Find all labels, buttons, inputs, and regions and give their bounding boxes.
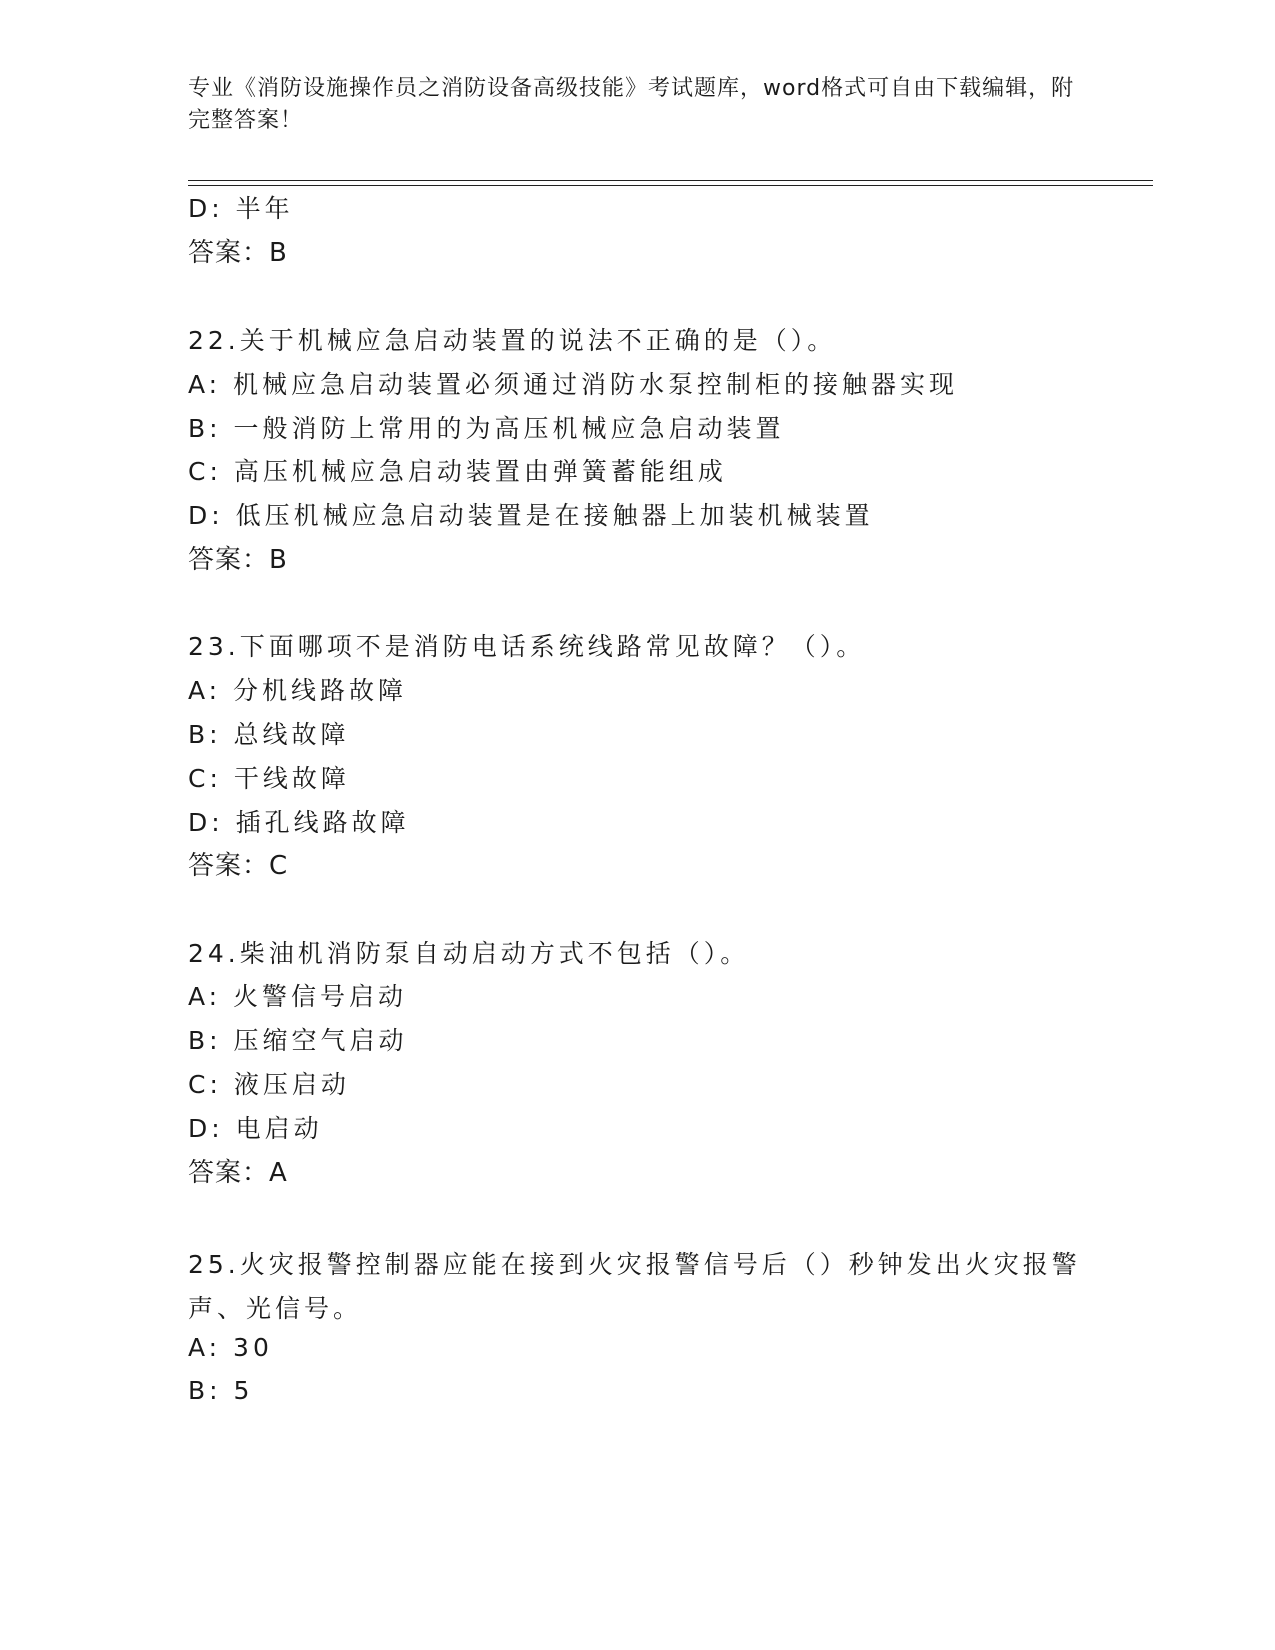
question-22-option-d: D: 低压机械应急启动装置是在接触器上加装机械装置 (188, 501, 874, 530)
question-25-stem: 25.火灾报警控制器应能在接到火灾报警信号后（）秒钟发出火灾报警声、光信号。 (188, 1250, 1081, 1323)
question-25-option-a: A: 30 (188, 1333, 273, 1362)
question-23-option-c: C: 干线故障 (188, 764, 350, 793)
question-24-option-c: C: 液压启动 (188, 1070, 350, 1099)
question-23-answer: 答案：C (188, 851, 289, 881)
question-23-option-a: A: 分机线路故障 (188, 676, 408, 705)
question-25-option-b: B: 5 (188, 1376, 254, 1405)
question-23-stem: 23.下面哪项不是消防电话系统线路常见故障？（）。 (188, 632, 866, 661)
question-22-option-b: B: 一般消防上常用的为高压机械应急启动装置 (188, 414, 785, 443)
question-24-option-d: D: 电启动 (188, 1114, 323, 1143)
document-header: 专业《消防设施操作员之消防设备高级技能》考试题库，word格式可自由下载编辑，附完整答案！ (188, 76, 1075, 133)
question-24-stem: 24.柴油机消防泵自动启动方式不包括（）。 (188, 939, 750, 968)
question-22-option-c: C: 高压机械应急启动装置由弹簧蓄能组成 (188, 457, 727, 486)
question-22-answer: 答案：B (188, 545, 288, 575)
question-24-answer: 答案：A (188, 1158, 288, 1188)
header-rule-bottom (188, 185, 1153, 186)
question-22-option-a: A: 机械应急启动装置必须通过消防水泵控制柜的接触器实现 (188, 370, 959, 399)
question-24-option-b: B: 压缩空气启动 (188, 1026, 408, 1055)
prev-option-d: D: 半年 (188, 194, 294, 223)
header-rule-top (188, 180, 1153, 181)
question-23-option-b: B: 总线故障 (188, 720, 350, 749)
question-24-option-a: A: 火警信号启动 (188, 982, 408, 1011)
prev-answer: 答案：B (188, 238, 288, 268)
question-23-option-d: D: 插孔线路故障 (188, 808, 410, 837)
question-22-stem: 22.关于机械应急启动装置的说法不正确的是（）。 (188, 326, 837, 355)
